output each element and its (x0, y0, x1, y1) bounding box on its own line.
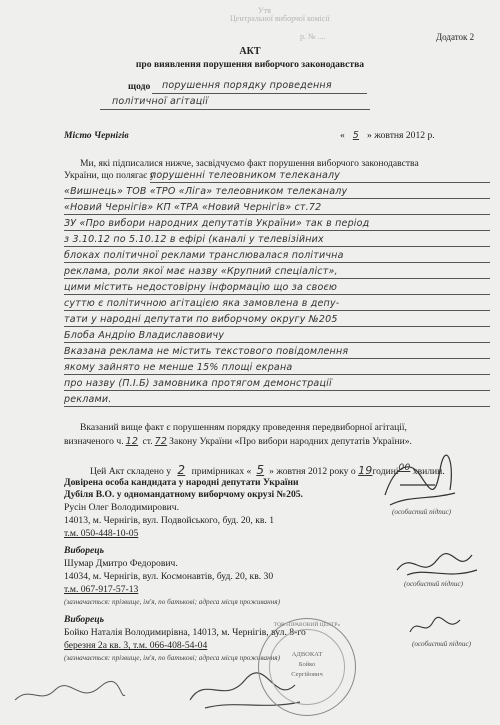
handwritten-line: про назву (П.І.Б) замовника протягом демонстрації (64, 378, 332, 389)
compiled-mid2: » жовтня 2012 року о (269, 466, 356, 478)
signature-caption-2: (особистий підпис) (404, 580, 464, 588)
signature-bottom-left (10, 675, 130, 715)
trustee-address: 14013, м. Чернігів, вул. Подвойського, буд. 20, кв. 1 (64, 515, 275, 526)
handwritten-line: з 3.10.12 по 5.10.12 в ефірі (каналі у телевізійних (64, 234, 324, 245)
faint-header-line-2: Центральної виборчої комісії (230, 14, 330, 23)
fact-line-1: Вказаний вище факт є порушенням порядку проведення передвиборної агітації, (80, 422, 407, 433)
date-line: « 5 » жовтня 2012 р. (340, 130, 435, 141)
city-label: Місто Чернігів (64, 130, 129, 141)
trustee-line-2: Дубіля В.О. у одномандатному виборчому окрузі №205. (64, 489, 303, 500)
date-month-year: жовтня 2012 р. (374, 130, 435, 141)
compiled-mid3: годині (372, 466, 399, 478)
handwritten-line: реклама, роли якої має назву «Крупний спеціаліст», (64, 266, 338, 277)
voter1-phone: т.м. 067-917-57-13 (64, 584, 139, 595)
voter1-name: Шумар Дмитро Федорович. (64, 558, 178, 569)
annex-label: Додаток 2 (436, 32, 475, 42)
handwritten-line: Вказана реклама не містить текстового повідомлення (64, 346, 349, 357)
about-text-2: політичної агітації (112, 96, 209, 107)
signature-trustee (380, 455, 460, 510)
stamp-center-2: Бойко (298, 661, 316, 668)
handwritten-line: «Новий Чернігів» КП «ТРА «Новий Чернігів» ст.72 (64, 202, 322, 213)
handwritten-line: тати у народні депутати по виборчому округу №205 (64, 314, 338, 325)
compiled-minutes: 00 (398, 463, 411, 473)
intro-line-1: Ми, які підписалися нижче, засвідчуємо факт порушення виборчого законодавства (80, 158, 419, 169)
page-title: АКТ (239, 46, 261, 57)
fact-part: 12 (125, 436, 139, 447)
compiled-mid1: примірниках « (191, 466, 252, 478)
voter1-note: (зазначається: прізвище, ім'я, по батькові; адреса місця проживання) (64, 598, 281, 606)
fact-line-2 (64, 436, 412, 448)
fact-article: 72 (154, 436, 168, 447)
signature-caption-1: (особистий підпис) (392, 508, 452, 516)
handwritten-line: Блоба Андрію Владиславовичу (64, 330, 225, 341)
fact-pre: визначеного ч. (64, 436, 124, 447)
compiled-day: 5 (256, 463, 265, 478)
handwritten-line: реклами. (64, 394, 112, 405)
compiled-pre: Цей Акт складено у (90, 466, 172, 478)
voter2-label: Виборець (64, 614, 104, 625)
handwritten-line: суттю є політичною агітацією яка замовлена в депу- (64, 298, 340, 309)
compiled-post: хвилин. (412, 466, 445, 478)
signature-voter2 (405, 612, 465, 642)
compiled-hour: 19 (358, 464, 373, 478)
fact-mid: ст. (142, 436, 153, 447)
signature-caption-3: (особистий підпис) (412, 640, 472, 648)
faint-header-line-3: р. № .... (300, 32, 326, 41)
compiled-copies: 2 (177, 463, 186, 478)
voter2-name: Бойко Наталія Володимирівна, 14013, м. Чернігів, вул. 8-го (64, 627, 306, 638)
fact-post: Закону України «Про вибори народних депутатів України». (169, 436, 412, 447)
voter2-address: березня 2а кв. 3, т.м. 066-408-54-04 (64, 640, 208, 651)
handwritten-line: якому зайнято не менше 15% площі екрана (64, 362, 293, 373)
page-subtitle: про виявлення порушення виборчого законодавства (135, 59, 365, 70)
voter1-label: Виборець (64, 545, 104, 556)
handwritten-line: порушенні телеовником телеканалу (150, 170, 341, 181)
stamp-center-1: АДВОКАТ (291, 651, 323, 658)
stamp-center-3: Сергійович (291, 671, 323, 678)
about-text-1: порушення порядку проведення (162, 80, 332, 91)
handwritten-line: блоках політичної реклами транслювалася політична (64, 250, 344, 261)
handwritten-line: ЗУ «Про вибори народних депутатів України» так в період (64, 218, 370, 229)
voter2-note: (зазначається: прізвище, ім'я, по батькові; адреса місця проживання) (64, 654, 281, 662)
faint-header-line-1: Утв (258, 6, 271, 15)
voter1-address: 14034, м. Чернігів, вул. Космонавтів, буд. 20, кв. 30 (64, 571, 274, 582)
trustee-phone: т.м. 050-448-10-05 (64, 528, 139, 539)
trustee-name: Русін Олег Володимирович. (64, 502, 179, 513)
intro-line-2: України, що полягає у (64, 170, 155, 181)
handwritten-line: «Вишнець» ТОВ «ТРО «Ліга» телеовником телеканалу (64, 186, 348, 197)
stamp (258, 618, 356, 716)
trustee-line-1: Довірена особа кандидата у народні депутати України (64, 477, 299, 488)
about-label: щодо (128, 81, 151, 92)
handwritten-line: цими містить недостовірну інформацію що за своєю (64, 282, 338, 293)
signature-voter1 (392, 545, 482, 585)
date-day: 5 (352, 130, 360, 141)
stamp-ring-text: ТОВ «ПРАВОВИЙ ЦЕНТР» (273, 622, 341, 628)
